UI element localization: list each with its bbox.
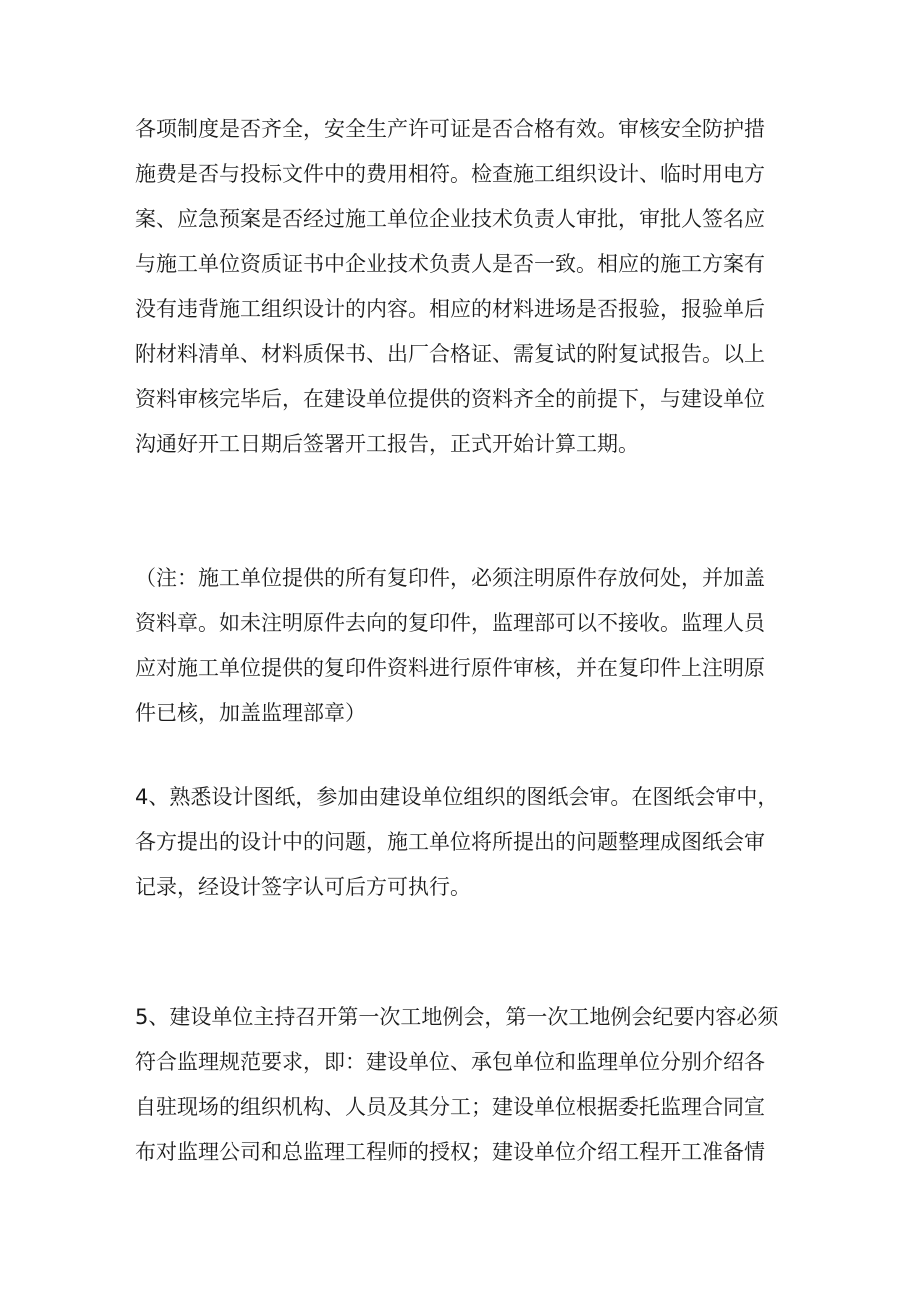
paragraph-note bbox=[135, 556, 800, 736]
text-line: 4、熟悉设计图纸，参加由建设单位组织的图纸会审。在图纸会审中， bbox=[135, 785, 779, 809]
text-line: 5、建设单位主持召开第一次工地例会，第一次工地例会纪要内容必须 bbox=[135, 1005, 779, 1029]
paragraph-item-5 bbox=[135, 995, 800, 1175]
text-line: 各项制度是否齐全，安全生产许可证是否合格有效。审核安全防护措 bbox=[135, 117, 765, 141]
text-line: 资料审核完毕后，在建设单位提供的资料齐全的前提下，与建设单位 bbox=[135, 387, 765, 411]
text-line: 符合监理规范要求，即：建设单位、承包单位和监理单位分别介绍各 bbox=[135, 1050, 765, 1074]
text-line: 没有违背施工组织设计的内容。相应的材料进场是否报验，报验单后 bbox=[135, 297, 765, 321]
text-line: 应对施工单位提供的复印件资料进行原件审核，并在复印件上注明原 bbox=[135, 656, 765, 680]
paragraph-item-4 bbox=[135, 775, 800, 910]
text-line: 施费是否与投标文件中的费用相符。检查施工组织设计、临时用电方 bbox=[135, 162, 765, 186]
paragraph-review-materials bbox=[135, 107, 800, 467]
text-line: 记录，经设计签字认可后方可执行。 bbox=[135, 875, 471, 899]
text-line: 自驻现场的组织机构、人员及其分工；建设单位根据委托监理合同宣 bbox=[135, 1095, 765, 1119]
text-line: 布对监理公司和总监理工程师的授权；建设单位介绍工程开工准备情 bbox=[135, 1140, 765, 1164]
text-line: 案、应急预案是否经过施工单位企业技术负责人审批，审批人签名应 bbox=[135, 207, 765, 231]
text-line: 与施工单位资质证书中企业技术负责人是否一致。相应的施工方案有 bbox=[135, 252, 765, 276]
text-line: 各方提出的设计中的问题，施工单位将所提出的问题整理成图纸会审 bbox=[135, 830, 765, 854]
text-line: 件已核，加盖监理部章） bbox=[135, 701, 366, 725]
text-line: 沟通好开工日期后签署开工报告，正式开始计算工期。 bbox=[135, 432, 639, 456]
text-line: 资料章。如未注明原件去向的复印件，监理部可以不接收。监理人员 bbox=[135, 611, 765, 635]
text-line: 附材料清单、材料质保书、出厂合格证、需复试的附复试报告。以上 bbox=[135, 342, 765, 366]
text-line: （注：施工单位提供的所有复印件，必须注明原件存放何处，并加盖 bbox=[135, 566, 765, 590]
